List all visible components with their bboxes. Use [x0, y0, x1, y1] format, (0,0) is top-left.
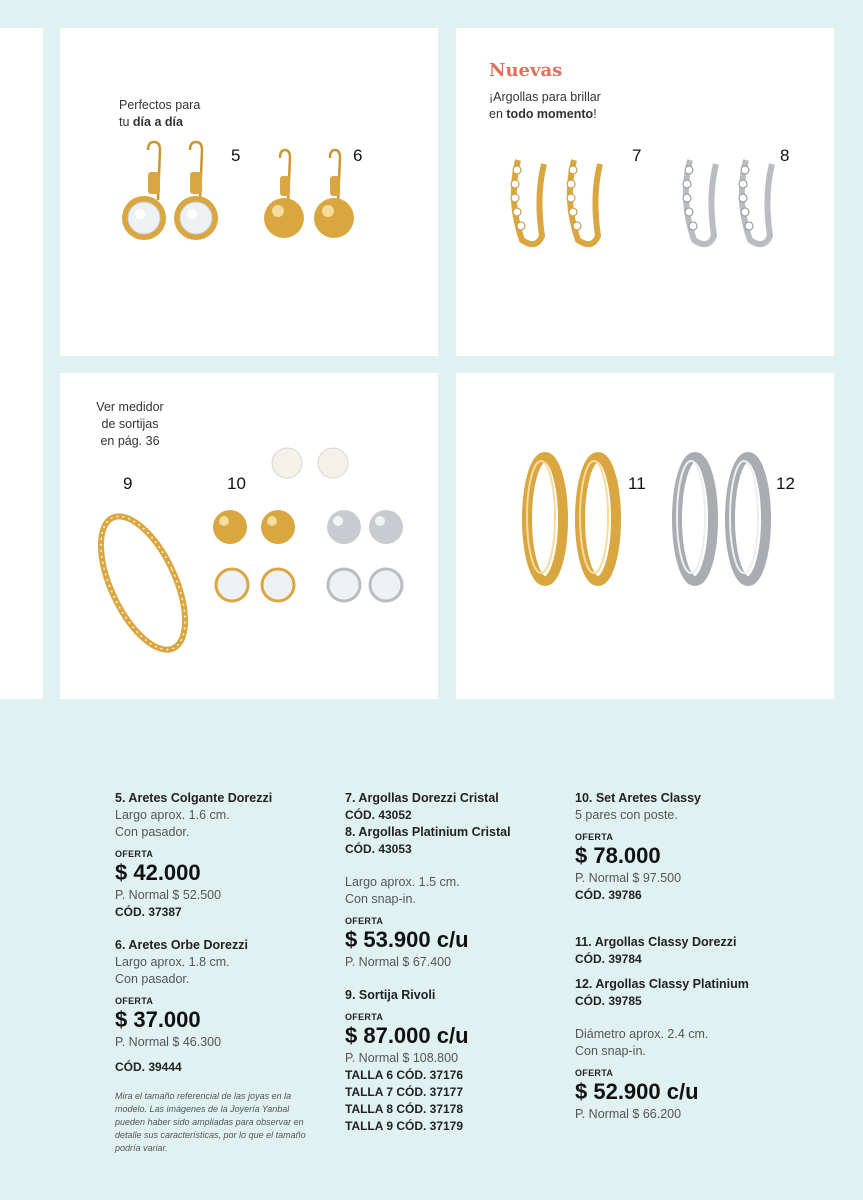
product-name: 10. Set Aretes Classy	[575, 791, 702, 805]
earrings-drop-crystal-image	[120, 138, 240, 248]
product-detail: Con pasador.	[115, 972, 190, 986]
offer-price: $ 52.900 c/u	[575, 1079, 699, 1104]
price-column-3	[575, 790, 825, 1123]
product-code: CÓD. 39785	[575, 994, 642, 1008]
normal-price: P. Normal $ 97.500	[575, 871, 682, 885]
product-panel-11-12	[456, 373, 834, 699]
panel-caption: Perfectos para tu día a día	[119, 98, 201, 129]
size-code: TALLA 9 CÓD. 37179	[345, 1119, 464, 1133]
panel-caption: Ver medidor de sortijas en pág. 36	[96, 400, 164, 448]
normal-price: P. Normal $ 46.300	[115, 1035, 222, 1049]
offer-price: $ 87.000 c/u	[345, 1023, 469, 1048]
offer-label: OFERTA	[115, 849, 154, 859]
product-panel-9-10	[60, 373, 438, 699]
panel-caption: ¡Argollas para brillar en todo momento!	[489, 90, 601, 121]
offer-price: $ 42.000	[115, 860, 201, 885]
product-name: 7. Argollas Dorezzi Cristal	[345, 791, 499, 805]
offer-label: OFERTA	[345, 1012, 384, 1022]
product-name: 8. Argollas Platinium Cristal	[345, 825, 511, 839]
product-code: CÓD. 37387	[115, 905, 182, 919]
previous-page-edge	[0, 28, 43, 699]
hoops-gold-crystal-image	[500, 140, 625, 255]
offer-price: $ 53.900 c/u	[345, 927, 469, 952]
offer-price: $ 37.000	[115, 1007, 201, 1032]
product-code: CÓD. 39444	[115, 1060, 182, 1074]
hoops-silver-crystal-image	[672, 140, 797, 255]
product-name: 6. Aretes Orbe Dorezzi	[115, 938, 248, 952]
product-name: 11. Argollas Classy Dorezzi	[575, 935, 737, 949]
item-number-11: 11	[628, 474, 646, 493]
price-column-2	[345, 790, 595, 1135]
product-detail: Largo aprox. 1.8 cm.	[115, 955, 230, 969]
item-number-7: 7	[632, 146, 642, 165]
product-detail: Con snap-in.	[345, 892, 416, 906]
size-code: TALLA 8 CÓD. 37178	[345, 1102, 464, 1116]
new-badge: Nuevas	[489, 60, 563, 81]
item-number-10: 10	[227, 474, 246, 493]
product-name: 9. Sortija Rivoli	[345, 988, 436, 1002]
size-code: TALLA 6 CÓD. 37176	[345, 1068, 464, 1082]
size-code: TALLA 7 CÓD. 37177	[345, 1085, 464, 1099]
offer-label: OFERTA	[115, 996, 154, 1006]
product-code: CÓD. 39786	[575, 888, 642, 902]
ring-rivoli-image	[98, 505, 208, 665]
hoops-classy-gold-image	[520, 449, 630, 599]
price-column-1	[115, 790, 365, 1155]
product-detail: 5 pares con poste.	[575, 808, 678, 822]
offer-label: OFERTA	[345, 916, 384, 926]
size-disclaimer: Mira el tamaño referencial de las joyas en la modelo. Las imágenes de la Joyería Yanbal pueden haber sido ampliadas para observar en detalle sus características, por lo que el tamaño podría variar.	[115, 1091, 306, 1153]
product-name: 5. Aretes Colgante Dorezzi	[115, 791, 273, 805]
item-number-6: 6	[353, 146, 363, 165]
normal-price: P. Normal $ 52.500	[115, 888, 222, 902]
item-number-9: 9	[123, 474, 133, 493]
product-detail: Largo aprox. 1.6 cm.	[115, 808, 230, 822]
normal-price: P. Normal $ 66.200	[575, 1107, 682, 1121]
product-panel-5-6	[60, 28, 438, 356]
offer-label: OFERTA	[575, 1068, 614, 1078]
earrings-stud-set-image	[210, 443, 410, 613]
offer-price: $ 78.000	[575, 843, 661, 868]
product-code: CÓD. 43053	[345, 842, 412, 856]
product-name: 12. Argollas Classy Platinium	[575, 977, 749, 991]
offer-label: OFERTA	[575, 832, 614, 842]
product-detail: Con snap-in.	[575, 1044, 646, 1058]
normal-price: P. Normal $ 108.800	[345, 1051, 459, 1065]
item-number-12: 12	[776, 474, 795, 493]
item-number-5: 5	[231, 146, 241, 165]
product-code: CÓD. 39784	[575, 952, 642, 966]
product-detail: Con pasador.	[115, 825, 190, 839]
product-detail: Diámetro aprox. 2.4 cm.	[575, 1027, 709, 1041]
product-detail: Largo aprox. 1.5 cm.	[345, 875, 460, 889]
earrings-gold-ball-image	[260, 146, 370, 246]
product-code: CÓD. 43052	[345, 808, 412, 822]
hoops-classy-silver-image	[670, 449, 780, 599]
item-number-8: 8	[780, 146, 790, 165]
normal-price: P. Normal $ 67.400	[345, 955, 452, 969]
